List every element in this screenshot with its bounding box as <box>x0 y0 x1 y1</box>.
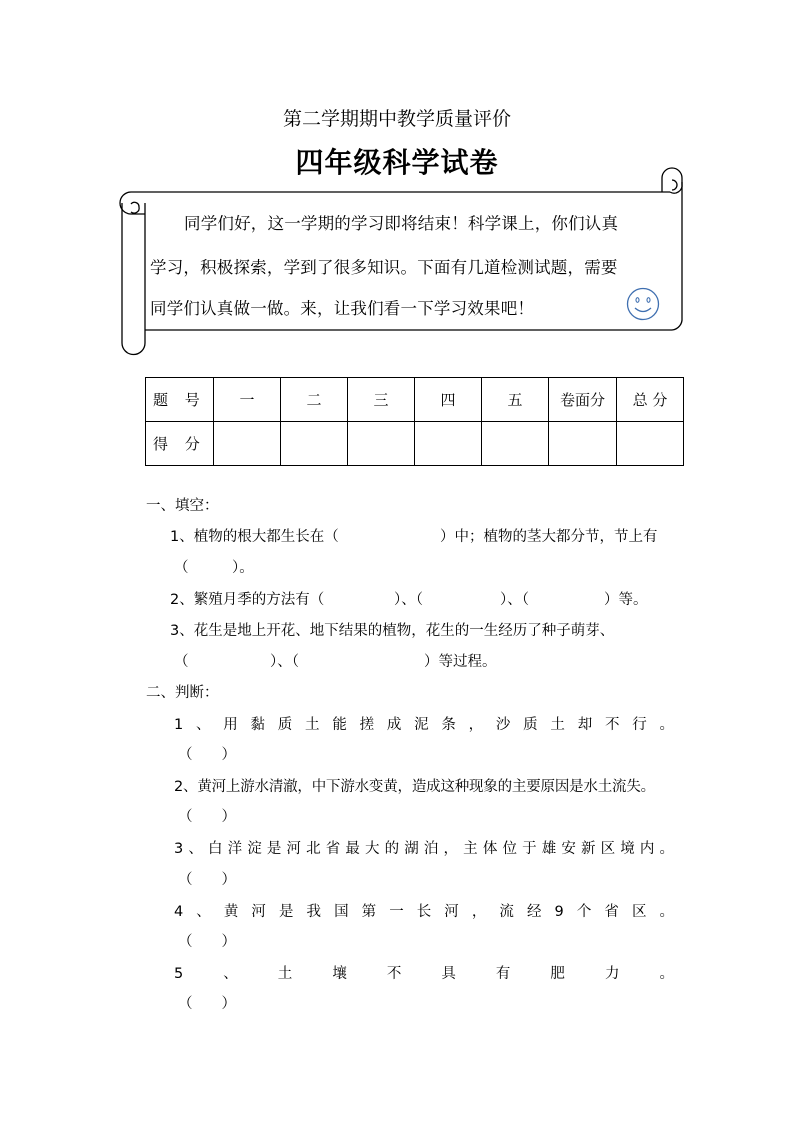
table-cell: 卷面分 <box>549 378 617 422</box>
section-2-title: 二、判断： <box>146 685 219 701</box>
score-input-cell[interactable] <box>281 422 348 466</box>
judge-item-5: 5、土壤不具有肥力。 <box>174 966 674 982</box>
q1-2-text: ）等。 <box>604 592 648 608</box>
q1-3-text: （ <box>174 654 189 670</box>
score-input-cell[interactable] <box>617 422 684 466</box>
score-input-cell[interactable] <box>482 422 549 466</box>
score-table <box>145 377 684 466</box>
exam-title: 四年级科学试卷 <box>295 146 499 179</box>
q1-3-text: ）等过程。 <box>424 654 497 670</box>
q1-1-text: ）中；植物的茎大都分节，节上有 <box>440 529 658 545</box>
score-input-cell[interactable] <box>549 422 617 466</box>
q1-1-text: 1、植物的根大都生长在（ <box>170 529 339 545</box>
intro-line-2: 学习，积极探索，学到了很多知识。下面有几道检测试题，需要 <box>150 258 618 277</box>
score-input-cell[interactable] <box>214 422 281 466</box>
judge-item-1: 1、用黏质土能搓成泥条，沙质土却不行。 <box>174 717 674 733</box>
answer-paren[interactable]: （ ） <box>178 996 236 1012</box>
answer-paren[interactable]: （ ） <box>178 872 236 888</box>
q1-3-text: ）、（ <box>270 654 299 670</box>
q1-2-text: ）、（ <box>394 592 423 608</box>
table-cell: 题 号 <box>146 378 214 422</box>
intro-line-3: 同学们认真做一做。来，让我们看一下学习效果吧！ <box>150 299 535 318</box>
answer-paren[interactable]: （ ） <box>178 747 236 763</box>
answer-paren[interactable]: （ ） <box>178 809 236 825</box>
table-cell: 三 <box>348 378 415 422</box>
q1-1-text: （ <box>174 560 189 576</box>
table-cell: 总 分 <box>617 378 684 422</box>
smiley-face-icon <box>626 287 660 321</box>
exam-subtitle: 第二学期期中教学质量评价 <box>282 108 511 130</box>
table-cell: 一 <box>214 378 281 422</box>
judge-item-4: 4、黄河是我国第一长河，流经9个省区。 <box>174 904 674 920</box>
section-1-title: 一、填空： <box>146 498 219 514</box>
table-cell: 四 <box>415 378 482 422</box>
table-cell: 二 <box>281 378 348 422</box>
intro-line-1: 同学们好，这一学期的学习即将结束！科学课上，你们认真 <box>184 214 619 233</box>
score-table-score-row <box>146 422 684 466</box>
q1-1-text: ）。 <box>232 560 254 576</box>
score-input-cell[interactable] <box>415 422 482 466</box>
score-table-header-row <box>146 378 684 422</box>
q1-3-text: 3、花生是地上开花、地下结果的植物，花生的一生经历了种子萌芽、 <box>170 623 615 639</box>
score-input-cell[interactable] <box>348 422 415 466</box>
table-cell: 五 <box>482 378 549 422</box>
table-cell: 得 分 <box>146 422 214 466</box>
answer-paren[interactable]: （ ） <box>178 934 236 950</box>
q1-2-text: ）、（ <box>500 592 529 608</box>
q1-2-text: 2、繁殖月季的方法有（ <box>170 592 325 608</box>
judge-item-3: 3、白洋淀是河北省最大的湖泊，主体位于雄安新区境内。 <box>174 841 674 857</box>
judge-item-2: 2、黄河上游水清澈，中下游水变黄，造成这种现象的主要原因是水土流失。 <box>174 779 655 795</box>
